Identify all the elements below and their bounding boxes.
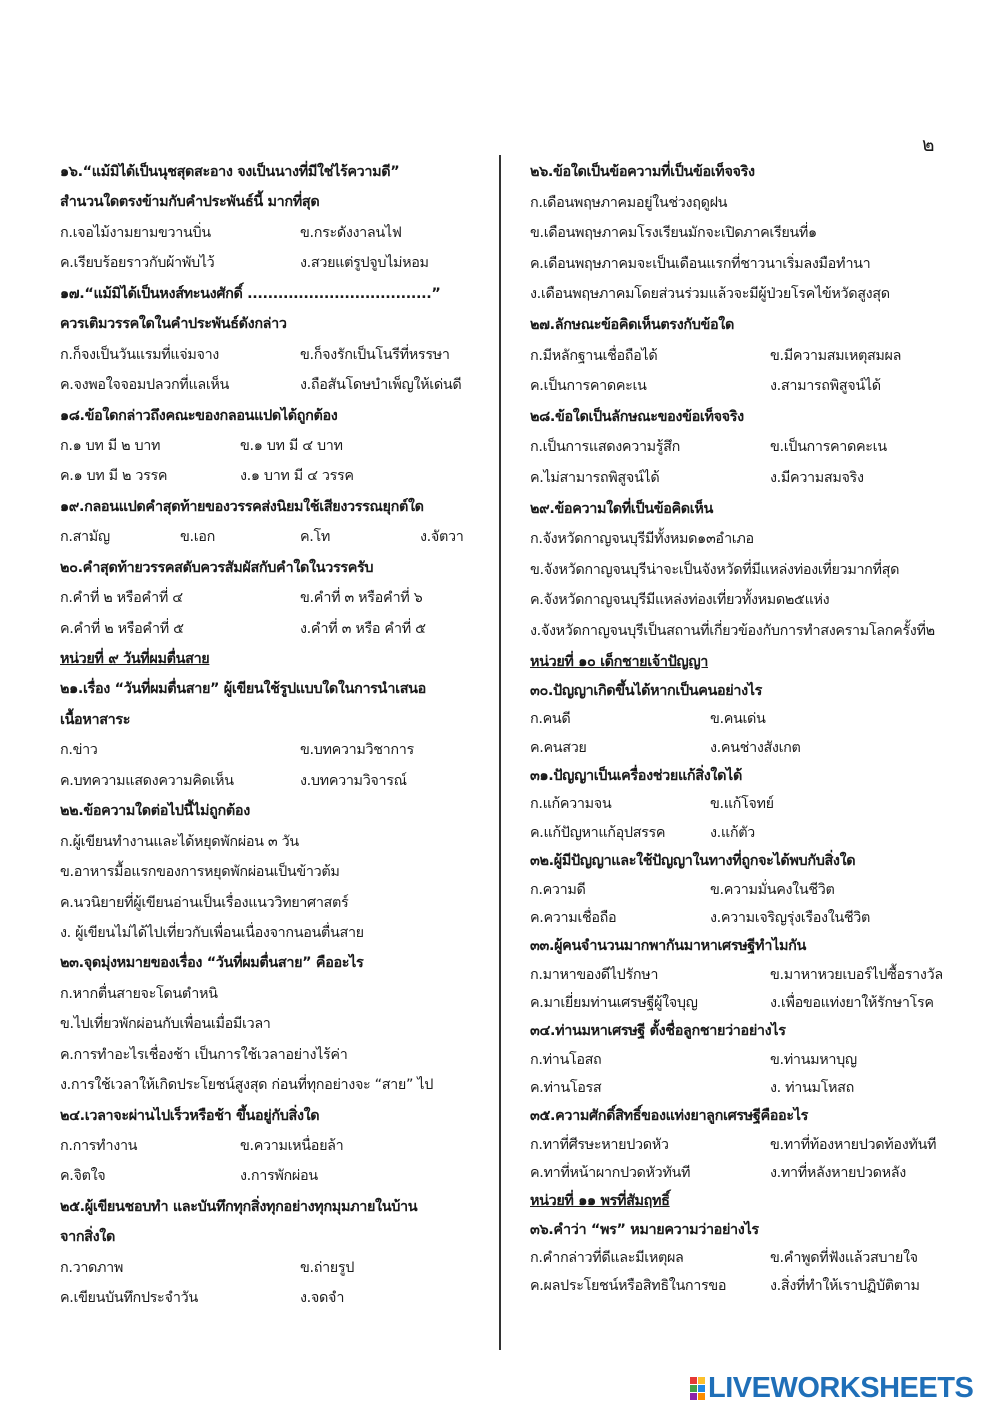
answer-option[interactable]: ก.คำกล่าวที่ดีและมีเหตุผล <box>530 1249 684 1266</box>
answer-option[interactable]: ค.ไม่สามารถพิสูจน์ได้ <box>530 469 660 486</box>
logo-square <box>698 1385 705 1392</box>
answer-option[interactable]: ง.คนช่างสังเกต <box>710 739 801 756</box>
answer-option[interactable]: ข.เอก <box>180 529 215 546</box>
answer-options-row <box>60 583 480 613</box>
answer-option[interactable]: ก.ข่าว <box>60 742 98 759</box>
answer-options-row <box>530 432 950 463</box>
answer-option: ค.เดือนพฤษภาคมจะเป็นเดือนแรกที่ชาวนาเริ่มลงมือทำนา <box>530 255 871 272</box>
question-text: ๑๘.ข้อใดกล่าวถึงคณะของกลอนแปดได้ถูกต้อง <box>60 407 338 424</box>
answer-option[interactable]: ก.การทำงาน <box>60 1138 138 1154</box>
answer-option: ข.ไปเที่ยวพักผ่อนกับเพื่อนเมื่อมีเวลา <box>60 1016 271 1033</box>
answer-option[interactable]: ค.ท่านโอรส <box>530 1079 602 1096</box>
answer-option[interactable]: ก.เป็นการแสดงความรู้สึก <box>530 439 680 456</box>
answer-option[interactable]: ก.ทาที่ศีรษะหายปวดหัว <box>530 1136 669 1153</box>
answer-option[interactable]: ง.ถือสันโดษบำเพ็ญให้เด่นดี <box>300 377 462 394</box>
answer-options-row <box>530 1131 950 1159</box>
answer-options-row <box>60 735 480 765</box>
right-column <box>530 157 950 1301</box>
answer-options-row <box>530 734 950 762</box>
answer-option[interactable]: ค.โท <box>300 529 331 546</box>
answer-options-row <box>60 248 480 278</box>
answer-option[interactable]: ก.เจอไม้งามยามขวานบิ่น <box>60 224 211 241</box>
answer-options-row <box>60 370 480 400</box>
answer-options-row <box>530 341 950 372</box>
answer-option[interactable]: ค.เขียนบันทึกประจำวัน <box>60 1290 198 1307</box>
answer-option[interactable]: ข.แก้โจทย์ <box>710 796 774 813</box>
answer-options-row <box>60 461 480 491</box>
question-text: ๑๖.“แม้มิได้เป็นนุชสุดสะอาง จงเป็นนางที่มีใช่ไร้ความดี” <box>60 164 400 180</box>
answer-option[interactable]: ค.เรียบร้อยราวกับผ้าพับไว้ <box>60 255 215 272</box>
answer-option[interactable]: ข.ทาที่ท้องหายปวดท้องทันที <box>770 1136 937 1153</box>
answer-option: ง.การใช้เวลาให้เกิดประโยชน์สูงสุด ก่อนที่ทุกอย่างจะ “สาย” ไป <box>60 1077 433 1094</box>
answer-option[interactable]: ค.เป็นการคาดคะเน <box>530 378 647 395</box>
answer-options-row <box>530 1046 950 1074</box>
answer-options-row <box>530 371 950 402</box>
answer-option: ก.ผู้เขียนทำงานและได้หยุดพักผ่อน ๓ วัน <box>60 833 299 850</box>
answer-options-row <box>60 1161 480 1191</box>
question-text: ๓๖.คำว่า “พร” หมายความว่าอย่างไร <box>530 1221 759 1238</box>
answer-option[interactable]: ข.ความมั่นคงในชีวิต <box>710 881 835 898</box>
logo-text: LIVEWORKSHEETS <box>708 1371 974 1404</box>
answer-option: ค.การทำอะไรเชื่องช้า เป็นการใช้เวลาอย่างไร้ค่า <box>60 1046 348 1063</box>
answer-option[interactable]: ก.แก้ความจน <box>530 796 612 813</box>
answer-options-row <box>530 904 950 932</box>
unit-heading: หน่วยที่ ๑๐ เด็กชายเจ้าปัญญา <box>530 653 708 670</box>
answer-option[interactable]: ก.มีหลักฐานเชื่อถือได้ <box>530 347 658 364</box>
question-text: ๒๕.ผู้เขียนชอบทำ และบันทึกทุกสิ่งทุกอย่างทุกมุมภายในบ้าน <box>60 1198 418 1215</box>
answer-option[interactable]: ค.มาเยี่ยมท่านเศรษฐีผู้ใจบุญ <box>530 994 698 1011</box>
logo-mark-icon <box>690 1377 705 1400</box>
answer-option[interactable]: ค.ทาที่หน้าผากปวดหัวทันที <box>530 1164 691 1181</box>
answer-option[interactable]: ข.บทความวิชาการ <box>300 742 414 759</box>
answer-option[interactable]: ง.มีความสมจริง <box>770 469 864 486</box>
answer-option[interactable]: ง.จดจำ <box>300 1290 345 1307</box>
answer-options-row <box>530 819 950 847</box>
answer-option[interactable]: ง.คำที่ ๓ หรือ คำที่ ๕ <box>300 620 426 637</box>
answer-option[interactable]: ข.กระดังงาลนไฟ <box>300 224 402 241</box>
question-text: เนื้อหาสาระ <box>60 711 131 728</box>
answer-option[interactable]: ง.แก้ตัว <box>710 824 755 841</box>
answer-option[interactable]: ง.๑ บาท มี ๔ วรรค <box>240 468 354 485</box>
answer-option[interactable]: ก.วาดภาพ <box>60 1259 124 1276</box>
answer-option[interactable]: ค.บทความแสดงความคิดเห็น <box>60 772 234 789</box>
answer-options-row <box>530 876 950 904</box>
unit-heading: หน่วยที่ ๑๑ พรที่สัมฤทธิ์ <box>530 1193 670 1210</box>
answer-option[interactable]: ค.แก้ปัญหาแก้อุปสรรค <box>530 824 666 841</box>
question-text: ๑๗.“แม้มิได้เป็นหงส์ทะนงศักดิ์ ....................................” <box>60 285 441 302</box>
question-text: ๓๐.ปัญญาเกิดขึ้นได้หากเป็นคนอย่างไร <box>530 683 763 700</box>
answer-options-row <box>530 1074 950 1102</box>
answer-option[interactable]: ค.จิตใจ <box>60 1168 106 1185</box>
answer-option: ข.เดือนพฤษภาคมโรงเรียนมักจะเปิดภาคเรียนที่๑ <box>530 225 817 242</box>
answer-option: ก.จังหวัดกาญจนบุรีมีทั้งหมด๑๓อำเภอ <box>530 531 754 548</box>
answer-option[interactable]: ข.คำพูดที่ฟังแล้วสบายใจ <box>770 1249 918 1266</box>
answer-option[interactable]: ข.มีความสมเหตุสมผล <box>770 347 902 364</box>
answer-option[interactable]: ข.ท่านมหาบุญ <box>770 1051 857 1068</box>
answer-options-row <box>530 961 950 989</box>
answer-option[interactable]: ง.ความเจริญรุ่งเรืองในชีวิต <box>710 909 870 926</box>
answer-option: ง.จังหวัดกาญจนบุรีเป็นสถานที่เกี่ยวข้องกับการทำสงครามโลกครั้งที่๒ <box>530 622 935 639</box>
answer-options-row <box>60 218 480 248</box>
answer-option[interactable]: ง.จัตวา <box>420 529 464 546</box>
answer-options-row <box>530 1159 950 1187</box>
page-number: ๒ <box>922 134 935 156</box>
answer-options-row <box>530 790 950 818</box>
question-text: ๒๖.ข้อใดเป็นข้อความที่เป็นข้อเท็จจริง <box>530 164 755 180</box>
answer-option[interactable]: ง.เพื่อขอแท่งยาให้รักษาโรค <box>770 994 934 1011</box>
question-text: ๓๔.ท่านมหาเศรษฐี ตั้งชื่อลูกชายว่าอย่างไร <box>530 1023 786 1040</box>
answer-option: ค.นวนิยายที่ผู้เขียนอ่านเป็นเรื่องแนววิทยาศาสตร์ <box>60 894 349 911</box>
logo-square <box>690 1377 697 1384</box>
answer-option[interactable]: ง.สวยแต่รูปจูบไม่หอม <box>300 255 429 272</box>
logo-square <box>698 1393 705 1400</box>
answer-option[interactable]: ง. ท่านมโหสถ <box>770 1079 854 1096</box>
answer-option: ข.จังหวัดกาญจนบุรีน่าจะเป็นจังหวัดที่มีแหล่งท่องเที่ยวมากที่สุด <box>530 561 900 578</box>
answer-options-row <box>60 1253 480 1283</box>
answer-option[interactable]: ก.ความดี <box>530 881 586 898</box>
answer-options-row <box>60 1131 480 1161</box>
answer-option[interactable]: ข.ก็จงรักเป็นโนรีที่หรรษา <box>300 346 450 363</box>
answer-option[interactable]: ก.คนดี <box>530 711 571 728</box>
question-text: ๓๑.ปัญญาเป็นเครื่องช่วยแก้สิ่งใดได้ <box>530 768 742 785</box>
answer-options-row <box>60 431 480 461</box>
logo-square <box>690 1393 697 1400</box>
answer-option[interactable]: ง.สามารถพิสูจน์ได้ <box>770 378 881 395</box>
answer-option[interactable]: ข.เป็นการคาดคะเน <box>770 439 887 456</box>
column-divider <box>499 155 501 1350</box>
answer-option[interactable]: ข.มาหาหวยเบอร์ไปซื้อรางวัล <box>770 966 943 983</box>
question-text: ๒๘.ข้อใดเป็นลักษณะของข้อเท็จจริง <box>530 408 744 425</box>
logo-square <box>698 1377 705 1384</box>
answer-option: ข.อาหารมื้อแรกของการหยุดพักผ่อนเป็นข้าวต้ม <box>60 864 340 881</box>
answer-option[interactable]: ข.๑ บท มี ๔ บาท <box>240 437 343 454</box>
question-text: ๒๒.ข้อความใดต่อไปนี้ไม่ถูกต้อง <box>60 803 250 820</box>
answer-option[interactable]: ง.บทความวิจารณ์ <box>300 772 407 789</box>
answer-options-row <box>60 1283 480 1313</box>
answer-option[interactable]: ค.๑ บท มี ๒ วรรค <box>60 468 168 485</box>
answer-option[interactable]: ค.คำที่ ๒ หรือคำที่ ๕ <box>60 620 184 637</box>
question-text: ๒๗.ลักษณะข้อคิดเห็นตรงกับข้อใด <box>530 316 734 333</box>
question-text: ๓๕.ความศักดิ์สิทธิ์ของแท่งยาลูกเศรษฐีคืออะไร <box>530 1108 808 1125</box>
answer-options-row <box>60 522 480 552</box>
answer-options-row <box>530 989 950 1017</box>
answer-option[interactable]: ข.ถ่ายรูป <box>300 1259 355 1276</box>
answer-option: ง.เดือนพฤษภาคมโดยส่วนร่วมแล้วจะมีผู้ป่วยโรคไข้หวัดสูงสุด <box>530 286 890 303</box>
answer-option[interactable]: ก.๑ บท มี ๒ บาท <box>60 437 161 454</box>
answer-option: ก.เดือนพฤษภาคมอยู่ในช่วงฤดูฝน <box>530 194 728 211</box>
question-text: ๓๒.ผู้มีปัญญาและใช้ปัญญาในทางที่ถูกจะได้พบกับสิ่งใด <box>530 853 856 870</box>
answer-option[interactable]: ค.คนสวย <box>530 739 587 756</box>
answer-options-row <box>530 1272 950 1300</box>
answer-options-row <box>60 340 480 370</box>
answer-option[interactable]: ก.มาหาของดีไปรักษา <box>530 966 659 983</box>
answer-option: ก.หากตื่นสายจะโดนตำหนิ <box>60 985 218 1002</box>
answer-options-row <box>60 614 480 644</box>
question-text: ๒๙.ข้อความใดที่เป็นข้อคิดเห็น <box>530 500 713 517</box>
logo-square <box>690 1385 697 1392</box>
question-text: สำนวนใดตรงข้ามกับคำประพันธ์นี้ มากที่สุด <box>60 194 320 211</box>
question-text: ๒๐.คำสุดท้ายวรรคสดับควรสัมผัสกับคำใดในวรรครับ <box>60 559 374 576</box>
question-text: ๒๑.เรื่อง “วันที่ผมตื่นสาย” ผู้เขียนใช้รูปแบบใดในการนำเสนอ <box>60 681 426 698</box>
answer-option[interactable]: ค.จงพอใจจอมปลวกที่แลเห็น <box>60 377 230 394</box>
answer-option[interactable]: ค.ความเชื่อถือ <box>530 909 617 926</box>
left-column <box>60 157 480 1314</box>
answer-option[interactable]: ข.คำที่ ๓ หรือคำที่ ๖ <box>300 590 423 607</box>
liveworksheets-logo[interactable] <box>690 1371 973 1405</box>
question-text: ๑๙.กลอนแปดคำสุดท้ายของวรรคส่งนิยมใช้เสียงวรรณยุกต์ใด <box>60 498 424 515</box>
answer-option[interactable]: ง.ทาที่หลังหายปวดหลัง <box>770 1164 906 1181</box>
question-text: ๒๔.เวลาจะผ่านไปเร็วหรือช้า ขึ้นอยู่กับสิ่งใด <box>60 1107 320 1124</box>
answer-option[interactable]: ง.สิ่งที่ทำให้เราปฏิบัติตาม <box>770 1278 920 1295</box>
answer-option[interactable]: ง.การพักผ่อน <box>240 1168 318 1185</box>
question-text: ๓๓.ผู้คนจำนวนมากพากันมาหาเศรษฐีทำไมกัน <box>530 938 807 955</box>
unit-heading: หน่วยที่ ๙ วันที่ผมตื่นสาย <box>60 651 210 667</box>
answer-options-row <box>60 766 480 796</box>
answer-option[interactable]: ก.ท่านโอสถ <box>530 1051 602 1068</box>
question-text: ควรเติมวรรคใดในคำประพันธ์ดังกล่าว <box>60 316 287 333</box>
answer-options-row <box>530 705 950 733</box>
answer-option[interactable]: ค.ผลประโยชน์หรือสิทธิในการขอ <box>530 1278 727 1295</box>
answer-option[interactable]: ข.ความเหนื่อยล้า <box>240 1138 344 1154</box>
question-text: จากสิ่งใด <box>60 1229 115 1246</box>
answer-options-row <box>530 1244 950 1272</box>
answer-option: ค.จังหวัดกาญจนบุรีมีแหล่งท่องเที่ยวทั้งหมด๒๕แห่ง <box>530 592 830 609</box>
answer-options-row <box>530 463 950 494</box>
question-text: ๒๓.จุดมุ่งหมายของเรื่อง “วันที่ผมตื่นสาย” คืออะไร <box>60 955 364 972</box>
answer-option[interactable]: ข.คนเด่น <box>710 711 766 728</box>
answer-option: ง. ผู้เขียนไม่ได้ไปเที่ยวกับเพื่อนเนื่องจากนอนตื่นสาย <box>60 924 364 941</box>
answer-option[interactable]: ก.ก็จงเป็นวันแรมที่แจ่มจาง <box>60 346 219 363</box>
answer-option[interactable]: ก.คำที่ ๒ หรือคำที่ ๔ <box>60 590 183 607</box>
answer-option[interactable]: ก.สามัญ <box>60 529 110 546</box>
